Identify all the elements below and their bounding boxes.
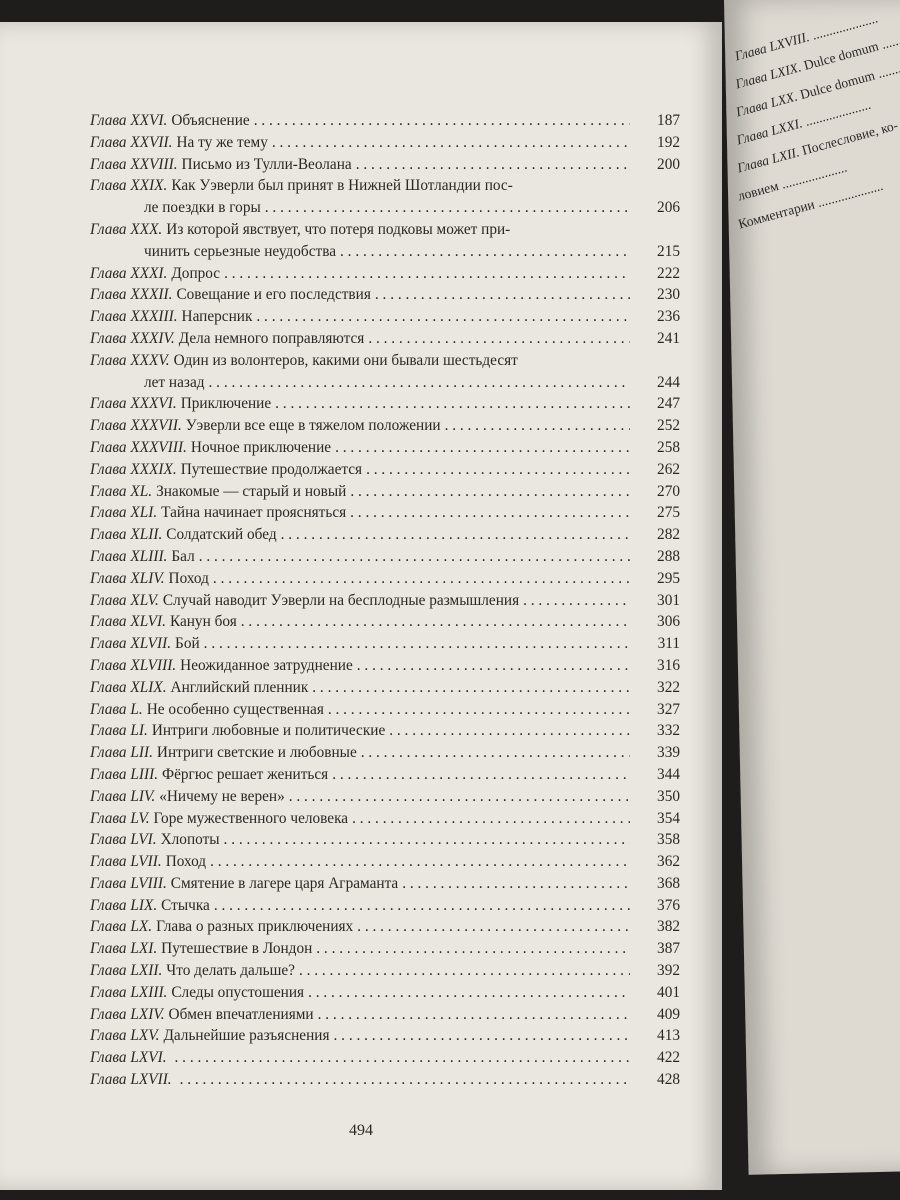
chapter-page: 401	[657, 983, 680, 1001]
chapter-number: Глава XLIX.	[90, 678, 167, 696]
chapter-title: Знакомые — старый и новый	[156, 482, 347, 500]
leader-dots	[335, 437, 630, 459]
chapter-title: Стычка	[161, 896, 210, 914]
leader-dots	[357, 655, 630, 677]
leader-dots	[352, 808, 630, 830]
chapter-title: Один из волонтеров, какими они бывали шестьдесят	[173, 351, 518, 369]
chapter-title: Бой	[175, 635, 200, 653]
chapter-page: 247	[657, 395, 680, 413]
chapter-number: Глава LXII.	[735, 144, 801, 176]
chapter-title: Бал	[171, 547, 195, 565]
chapter-title: Неожиданное затруднение	[180, 656, 353, 674]
chapter-title: «Ничему не верен»	[159, 787, 285, 805]
chapter-number: Глава XLV.	[90, 591, 159, 609]
chapter-title: Как Уэверли был принят в Нижней Шотландии пос-	[171, 177, 513, 195]
chapter-number: Глава XXVI.	[90, 112, 168, 129]
toc-entry	[90, 459, 680, 481]
chapter-title: ловием .....	[736, 160, 848, 204]
chapter-title: Тайна начинает проясняться	[161, 504, 347, 522]
chapter-number: Глава LXIV.	[90, 1005, 165, 1023]
chapter-title: Путешествие в Лондон	[161, 940, 313, 958]
chapter-title: Dulce domum .....	[802, 20, 900, 73]
leader-dots	[224, 263, 630, 285]
chapter-page: 244	[657, 373, 680, 391]
leader-dots	[312, 677, 630, 699]
leader-dots	[289, 786, 630, 808]
chapter-number: Глава LVIII.	[90, 874, 167, 892]
toc-entry	[90, 938, 680, 960]
toc-entry	[90, 829, 680, 851]
chapter-title: Интриги любовные и политические	[151, 722, 386, 740]
chapter-page: 344	[657, 765, 680, 783]
chapter-title: Путешествие продолжается	[180, 460, 363, 478]
chapter-number: Глава LV.	[90, 809, 150, 827]
toc-entry	[90, 677, 680, 699]
leader-dots	[209, 372, 630, 394]
toc-entry	[90, 611, 680, 633]
toc-entry	[90, 415, 680, 437]
chapter-number: Глава XXXV.	[90, 351, 170, 369]
chapter-number: Глава XXX.	[90, 220, 163, 238]
chapter-title: Комментарии .....	[737, 178, 885, 232]
chapter-title: На ту же тему	[176, 133, 268, 151]
chapter-title: Наперсник	[181, 308, 253, 326]
toc-entry	[90, 175, 680, 219]
chapter-title: Допрос	[171, 264, 221, 282]
chapter-title: Канун боя	[169, 613, 237, 631]
chapter-page: 222	[657, 264, 680, 282]
chapter-title: Дальнейшие разъяснения	[163, 1027, 330, 1045]
chapter-number: Глава LXIX.	[733, 59, 803, 92]
toc-entry	[90, 699, 680, 721]
leader-dots	[445, 415, 630, 437]
chapter-title: Случай наводит Уэверли на бесплодные размышления	[162, 591, 520, 609]
chapter-page: 362	[657, 853, 680, 871]
chapter-title: Английский пленник	[170, 678, 309, 696]
chapter-page: 206	[657, 199, 680, 217]
chapter-page: 262	[657, 460, 680, 478]
chapter-title: Совещание и его последствия	[176, 286, 371, 304]
leader-dots	[361, 742, 630, 764]
page-number: 494	[349, 1122, 373, 1139]
chapter-title: Dulce domum .....	[798, 49, 900, 102]
leader-dots	[402, 873, 630, 895]
chapter-number: Глава XL.	[90, 482, 153, 500]
leader-dots	[350, 481, 630, 503]
chapter-title: Солдатский обед	[166, 526, 277, 544]
chapter-page: 332	[657, 722, 680, 740]
leader-dots	[334, 1025, 630, 1047]
chapter-number: Глава L.	[90, 700, 143, 718]
chapter-title: Ночное приключение	[190, 438, 332, 456]
chapter-page: 339	[657, 744, 680, 762]
right-page-contents	[733, 28, 900, 242]
left-book-page	[0, 22, 722, 1190]
toc-entry	[90, 764, 680, 786]
chapter-title: Глава о разных приключениях	[156, 918, 354, 936]
chapter-title: Интриги светские и любовные	[156, 744, 357, 762]
chapter-title: Не особенно существенная	[146, 700, 324, 718]
leader-dots	[328, 699, 630, 721]
chapter-page: 236	[657, 308, 680, 326]
chapter-page: 428	[657, 1071, 680, 1089]
leader-dots	[275, 393, 630, 415]
chapter-number: Глава XXXIII.	[90, 308, 178, 326]
toc-entry	[90, 263, 680, 285]
toc-entry	[90, 895, 680, 917]
leader-dots	[299, 960, 630, 982]
chapter-number: Глава LIX.	[90, 896, 158, 914]
toc-entry	[90, 873, 680, 895]
toc-entry	[90, 633, 680, 655]
chapter-number: Глава XXXVII.	[90, 417, 182, 435]
leader-dots	[199, 546, 630, 568]
chapter-page: 288	[657, 547, 680, 565]
chapter-number: Глава XLIII.	[90, 547, 168, 565]
toc-entry	[90, 590, 680, 612]
chapter-page: 241	[657, 329, 680, 347]
chapter-page: 350	[657, 787, 680, 805]
chapter-page: 282	[657, 526, 680, 544]
toc-entry	[90, 132, 680, 154]
toc-entry	[90, 437, 680, 459]
chapter-title: Следы опустошения	[171, 983, 305, 1001]
chapter-number: Глава LVI.	[90, 831, 157, 849]
chapter-number: Глава LXVIII.	[733, 28, 811, 64]
leader-dots	[214, 895, 630, 917]
chapter-page: 311	[657, 635, 680, 653]
leader-dots	[204, 633, 630, 655]
chapter-title: Поход	[165, 853, 207, 871]
chapter-title: Письмо из Тулли-Веолана	[181, 155, 352, 173]
chapter-number: Глава LVII.	[90, 853, 162, 871]
chapter-number: Глава LX.	[90, 918, 153, 936]
chapter-title: Приключение	[180, 395, 272, 413]
chapter-page: 316	[657, 656, 680, 674]
leader-dots	[366, 459, 630, 481]
chapter-page: 413	[657, 1027, 680, 1045]
toc-entry	[90, 1004, 680, 1026]
chapter-number: Глава XLVIII.	[90, 656, 177, 674]
toc-entry	[90, 110, 680, 132]
leader-dots	[389, 720, 630, 742]
chapter-number: Глава XLII.	[90, 526, 163, 544]
chapter-title-continued: ле поездки в горы	[144, 199, 261, 217]
toc-entry	[90, 916, 680, 938]
chapter-number: Глава XXXVI.	[90, 395, 177, 413]
chapter-number: Глава XXXII.	[90, 286, 173, 304]
leader-dots	[272, 132, 630, 154]
toc-entry	[90, 524, 680, 546]
chapter-page: 306	[657, 613, 680, 631]
chapter-number: Глава LXVII.	[90, 1071, 172, 1089]
chapter-title: Что делать дальше?	[166, 962, 295, 980]
chapter-page: 187	[657, 112, 680, 129]
leader-dots	[281, 524, 630, 546]
leader-dots	[368, 328, 630, 350]
toc-entry	[90, 808, 680, 830]
chapter-number: Глава XLVII.	[90, 635, 172, 653]
chapter-number: Глава XXXIV.	[90, 329, 175, 347]
leader-dots	[210, 851, 630, 873]
leader-dots	[316, 938, 630, 960]
leader-dots	[256, 306, 630, 328]
chapter-number: Глава LIII.	[90, 765, 159, 783]
chapter-number: Глава XXXI.	[90, 264, 168, 282]
toc-entry	[90, 1047, 680, 1069]
toc-entry	[90, 982, 680, 1004]
chapter-number: Глава XLI.	[90, 504, 158, 522]
chapter-page: 192	[657, 133, 680, 151]
toc-entry	[90, 306, 680, 328]
toc-entry	[90, 1025, 680, 1047]
toc-entry	[90, 328, 680, 350]
chapter-page: 258	[657, 438, 680, 456]
chapter-page: 322	[657, 678, 680, 696]
chapter-title: Из которой явствует, что потеря подковы может при-	[166, 220, 511, 238]
chapter-page: 230	[657, 286, 680, 304]
toc-entry	[90, 960, 680, 982]
chapter-title: Поход	[168, 569, 209, 587]
chapter-page: 392	[657, 962, 680, 980]
leader-dots	[241, 611, 630, 633]
chapter-title: Смятение в лагере царя Аграманта	[170, 874, 399, 892]
chapter-number: Глава XXVII.	[90, 133, 173, 151]
toc-entry	[90, 655, 680, 677]
leader-dots	[350, 502, 630, 524]
leader-dots	[254, 110, 630, 132]
chapter-number: Глава LII.	[90, 744, 153, 762]
chapter-page: 200	[657, 155, 680, 173]
toc-entry	[90, 742, 680, 764]
leader-dots	[213, 568, 630, 590]
chapter-title-continued: чинить серьезные неудобства	[144, 242, 337, 260]
leader-dots	[180, 1069, 630, 1091]
toc-entry	[90, 154, 680, 176]
chapter-number: Глава XLVI.	[90, 613, 166, 631]
toc-entry	[90, 502, 680, 524]
chapter-page: 409	[657, 1005, 680, 1023]
chapter-page: 270	[657, 482, 680, 500]
toc-entry	[90, 851, 680, 873]
toc-entry	[90, 546, 680, 568]
toc-entry	[90, 720, 680, 742]
chapter-number: Глава LXIII.	[90, 983, 168, 1001]
chapter-page: 422	[657, 1049, 680, 1067]
leader-dots	[318, 1004, 630, 1026]
leader-dots	[332, 764, 630, 786]
toc-entry	[90, 1069, 680, 1091]
chapter-page: 376	[657, 896, 680, 914]
chapter-page: 327	[657, 700, 680, 718]
chapter-page: 358	[657, 831, 680, 849]
leader-dots	[340, 241, 630, 263]
right-book-page	[724, 0, 900, 1175]
leader-dots	[308, 982, 630, 1004]
chapter-title: Хлопоты	[160, 831, 220, 849]
leader-dots	[175, 1047, 630, 1069]
chapter-title: Уэверли все еще в тяжелом положении	[185, 417, 441, 435]
leader-dots	[265, 197, 630, 219]
toc-entry	[90, 219, 680, 263]
chapter-title: Дела немного поправляются	[178, 329, 365, 347]
chapter-title: Обмен впечатлениями	[168, 1005, 314, 1023]
chapter-number: Глава XXVIII.	[90, 155, 178, 173]
chapter-number: Глава XXXIX.	[90, 460, 177, 478]
chapter-number: Глава LXI.	[90, 940, 158, 958]
chapter-page: 295	[657, 569, 680, 587]
chapter-title: Объяснение	[171, 112, 250, 129]
table-of-contents	[90, 110, 680, 1091]
chapter-title-continued: лет назад	[144, 373, 205, 391]
toc-entry	[90, 350, 680, 394]
leader-dots	[356, 154, 630, 176]
chapter-number: Глава LXX.	[734, 88, 800, 120]
chapter-page: 215	[657, 242, 680, 260]
leader-dots	[375, 284, 630, 306]
chapter-number: Глава LXII.	[90, 962, 163, 980]
toc-entry	[90, 568, 680, 590]
chapter-number: Глава XXIX.	[90, 177, 168, 195]
chapter-page: 301	[657, 591, 680, 609]
chapter-number: Глава LXXI.	[734, 115, 804, 148]
leader-dots	[357, 916, 630, 938]
chapter-number: Глава LIV.	[90, 787, 156, 805]
chapter-page: 252	[657, 417, 680, 435]
chapter-title: Горе мужественного человека	[153, 809, 349, 827]
chapter-number: Глава XXXVIII.	[90, 438, 187, 456]
chapter-number: Глава LXV.	[90, 1027, 160, 1045]
chapter-page: 368	[657, 874, 680, 892]
leader-dots	[224, 829, 630, 851]
toc-entry	[90, 393, 680, 415]
leader-dots	[523, 590, 630, 612]
chapter-page: 275	[657, 504, 680, 522]
chapter-page: 354	[657, 809, 680, 827]
toc-entry	[90, 481, 680, 503]
toc-entry	[90, 284, 680, 306]
toc-entry	[90, 786, 680, 808]
chapter-page: 387	[657, 940, 680, 958]
chapter-title: Послесловие, ко- .....	[800, 99, 900, 158]
chapter-page: 382	[657, 918, 680, 936]
chapter-title: Фёргюс решает жениться	[162, 765, 329, 783]
chapter-number: Глава LI.	[90, 722, 148, 740]
chapter-number: Глава LXVI.	[90, 1049, 167, 1067]
chapter-number: Глава XLIV.	[90, 569, 165, 587]
